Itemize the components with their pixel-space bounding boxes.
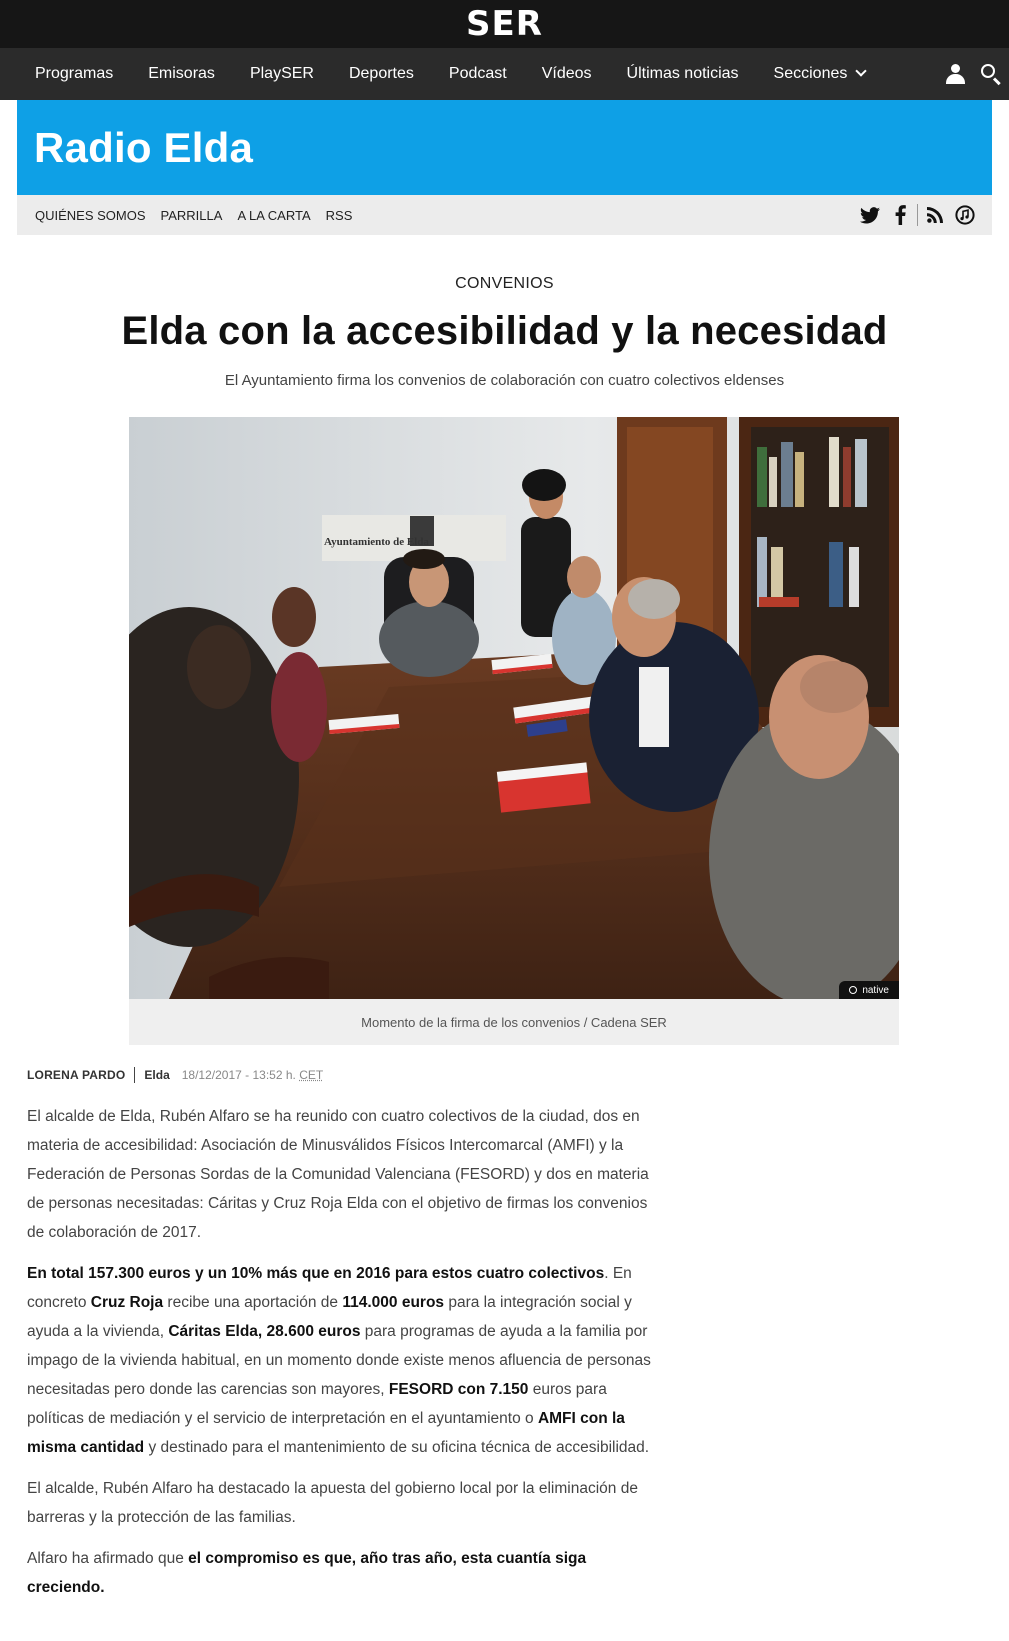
publish-timezone: CET (299, 1068, 324, 1082)
wall-sign-text: Ayuntamiento de Elda (324, 536, 429, 548)
rss-icon[interactable] (920, 195, 950, 235)
sub-nav-a-la-carta[interactable]: A LA CARTA (237, 207, 311, 223)
sub-nav-quienes-somos[interactable]: QUIÉNES SOMOS (35, 207, 146, 223)
p2-strong-2: Cruz Roja (90, 1294, 164, 1311)
paragraph-4 (27, 1544, 652, 1602)
nav-item-ultimas-noticias[interactable]: Últimas noticias (626, 65, 739, 82)
article-subheadline: El Ayuntamiento firma los convenios de colaboración con cuatro colectivos eldenses (224, 372, 785, 389)
station-title[interactable]: Radio Elda (34, 123, 254, 171)
byline-divider (134, 1067, 135, 1083)
article-kicker[interactable]: CONVENIOS (455, 275, 554, 292)
article-figure (129, 417, 899, 1045)
main-nav (0, 48, 1009, 100)
ser-logo[interactable]: SER (466, 4, 543, 44)
p2-strong-6: AMFI con la misma cantidad (27, 1410, 625, 1456)
photo-caption: Momento de la firma de los convenios / Cadena SER (129, 999, 899, 1045)
native-badge-label: native (862, 984, 889, 996)
publish-date-value: 18/12/2017 - 13:52 h. (181, 1068, 296, 1082)
p2-strong-1: En total 157.300 euros y un 10% más que en 2016 para estos cuatro colectivos (27, 1265, 605, 1282)
article-headline: Elda con la accesibilidad y la necesidad (121, 309, 888, 353)
paragraph-2 (27, 1259, 652, 1462)
nav-item-playser[interactable]: PlaySER (249, 65, 314, 82)
nav-icons (937, 48, 1009, 100)
article-header (0, 275, 1009, 389)
user-button[interactable] (937, 48, 973, 100)
p2-strong-5: FESORD con 7.150 (388, 1381, 529, 1398)
station-banner (17, 100, 992, 195)
top-bar (0, 0, 1009, 48)
paragraph-1: El alcalde de Elda, Rubén Alfaro se ha reunido con cuatro colectivos de la ciudad, dos en materia de accesibilidad: Asociación de Minusválidos Físicos Intercomarcal (AMFI) y la Federación de Personas Sordas de la Comunidad Valenciana (FESORD) y dos en materia de personas necesitadas: Cáritas y Cruz Roja Elda con el objetivo de firmas los convenios de colaboración de 2017. (27, 1108, 649, 1241)
article-photo[interactable] (129, 417, 899, 999)
byline-place[interactable]: Elda (144, 1068, 170, 1082)
article-body (27, 1102, 652, 1602)
p2-text-5: euros para políticas de mediación y el servicio de interpretación en el ayuntamiento o (27, 1381, 607, 1427)
social-links (855, 195, 980, 235)
p2-text-3: para la integración social y ayuda a la vivienda, (27, 1294, 632, 1340)
p2-text-1: . En concreto (27, 1265, 632, 1311)
p4-text-1: Alfaro ha afirmado que (27, 1550, 189, 1567)
author-name[interactable]: LORENA PARDO (27, 1068, 126, 1082)
itunes-icon[interactable] (950, 195, 980, 235)
p2-strong-4: Cáritas Elda, 28.600 euros (168, 1323, 361, 1340)
nav-item-emisoras[interactable]: Emisoras (148, 65, 215, 82)
nav-item-programas[interactable]: Programas (35, 65, 114, 82)
native-badge (839, 981, 899, 999)
paragraph-3: El alcalde, Rubén Alfaro ha destacado la apuesta del gobierno local por la eliminación de barreras y la protección de las familias. (27, 1480, 638, 1526)
nav-item-secciones[interactable] (774, 65, 866, 83)
publish-date (182, 1068, 323, 1082)
p4-strong-1: el compromiso es que, año tras año, esta cuantía siga creciendo. (27, 1550, 587, 1596)
facebook-icon[interactable] (885, 195, 915, 235)
search-button[interactable] (973, 48, 1009, 100)
chevron-down-icon (856, 65, 867, 76)
sub-nav-parrilla[interactable]: PARRILLA (160, 207, 223, 223)
p2-text-4: para programas de ayuda a la familia por impago de la vivienda habitual, en un momento donde existe menos afluencia de personas necesitadas pero donde las carencias son mayores, (27, 1323, 651, 1398)
native-logo-icon (849, 986, 857, 994)
article-byline (27, 1067, 1009, 1083)
nav-item-secciones-label: Secciones (773, 65, 848, 82)
nav-item-deportes[interactable]: Deportes (348, 65, 414, 82)
user-icon (945, 64, 965, 84)
p2-text-2: recibe una aportación de (163, 1294, 343, 1311)
p2-text-6: y destinado para el mantenimiento de su oficina técnica de accesibilidad. (144, 1439, 650, 1456)
twitter-icon[interactable] (855, 195, 885, 235)
nav-item-videos[interactable]: Vídeos (541, 65, 592, 82)
social-divider (917, 204, 918, 226)
search-icon (981, 64, 1001, 84)
station-sub-nav (17, 195, 992, 235)
sub-nav-rss[interactable]: RSS (325, 207, 353, 223)
nav-item-podcast[interactable]: Podcast (448, 65, 507, 82)
p2-strong-3: 114.000 euros (342, 1294, 445, 1311)
